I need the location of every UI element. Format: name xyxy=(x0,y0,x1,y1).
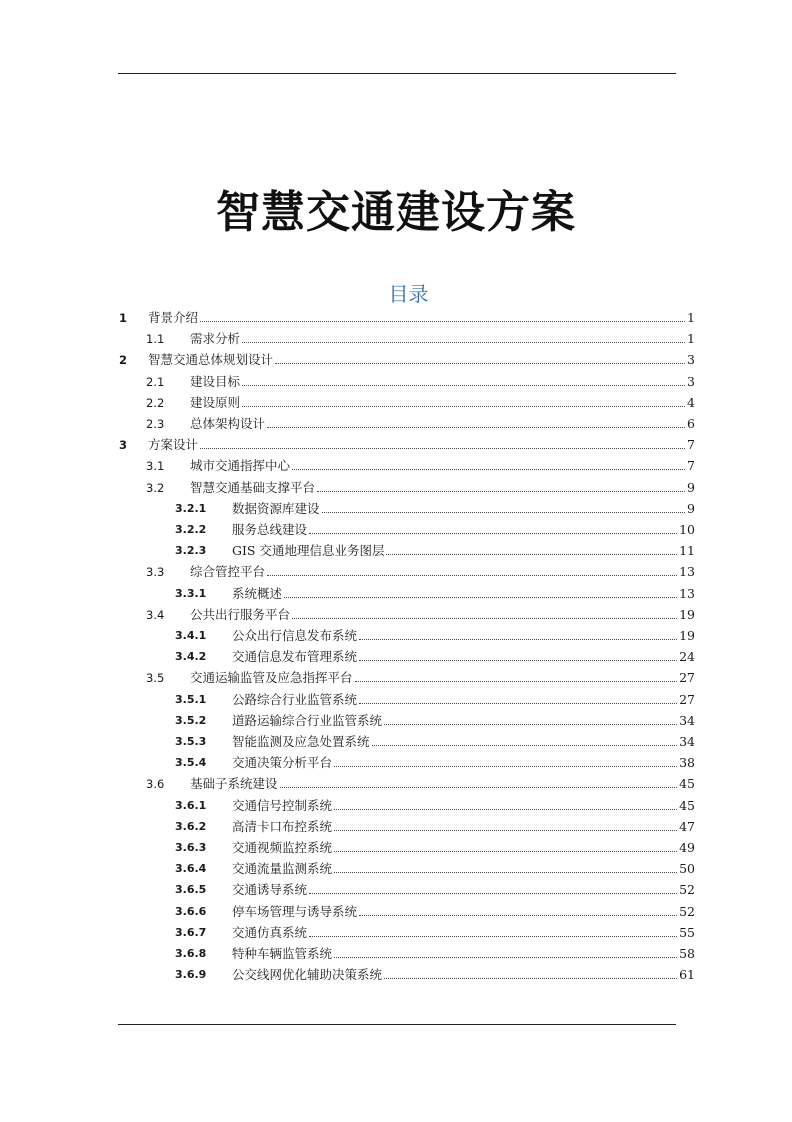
toc-entry-page[interactable]: 61 xyxy=(679,967,695,982)
toc-entry[interactable] xyxy=(0,838,792,858)
toc-entry-page[interactable]: 1 xyxy=(687,310,695,325)
header-rule xyxy=(118,73,676,74)
toc-entry-number: 3.3 xyxy=(146,565,165,579)
dot-leader xyxy=(322,511,686,513)
dot-leader xyxy=(267,426,685,428)
toc-entry-line xyxy=(232,584,695,604)
dot-leader xyxy=(309,935,677,937)
toc-entry-number: 2.2 xyxy=(146,396,165,410)
toc-entry-number: 3.2.1 xyxy=(175,502,207,515)
toc-entry[interactable] xyxy=(0,584,792,604)
toc-entry-line xyxy=(190,774,695,794)
toc-entry-page[interactable]: 34 xyxy=(679,734,695,749)
dot-leader xyxy=(334,871,677,873)
toc-entry-page[interactable]: 3 xyxy=(687,352,695,367)
toc-entry-page[interactable]: 19 xyxy=(679,607,695,622)
toc-entry[interactable] xyxy=(0,562,792,582)
toc-entry-title[interactable]: 特种车辆监管系统 xyxy=(232,946,333,961)
toc-entry-line xyxy=(190,372,695,392)
toc-entry-line xyxy=(190,393,695,413)
toc-entry[interactable] xyxy=(0,711,792,731)
dot-leader xyxy=(384,723,677,725)
toc-entry-page[interactable]: 10 xyxy=(679,522,695,537)
toc-entry-line xyxy=(232,796,695,816)
dot-leader xyxy=(359,659,677,661)
dot-leader xyxy=(242,405,685,407)
dot-leader xyxy=(334,765,677,767)
toc-entry-line xyxy=(232,711,695,731)
toc-entry-number: 3.2.3 xyxy=(175,544,207,557)
toc-entry[interactable] xyxy=(0,965,792,985)
toc-entry-title[interactable]: 交通诱导系统 xyxy=(232,882,308,897)
toc-entry-number: 3 xyxy=(119,438,128,452)
toc-entry-page[interactable]: 50 xyxy=(679,861,695,876)
toc-entry-title[interactable]: 交通决策分析平台 xyxy=(232,755,333,770)
toc-entry-title[interactable]: 城市交通指挥中心 xyxy=(190,458,291,473)
dot-leader xyxy=(242,341,685,343)
dot-leader xyxy=(384,977,677,979)
toc-entry-title[interactable]: 基础子系统建设 xyxy=(190,776,278,791)
toc-entry-number: 3.3.1 xyxy=(175,587,207,600)
toc-entry[interactable] xyxy=(0,393,792,413)
toc-entry-line xyxy=(232,923,695,943)
toc-entry-number: 3.2.2 xyxy=(175,523,207,536)
dot-leader xyxy=(280,786,678,788)
toc-entry[interactable] xyxy=(0,520,792,540)
toc-entry-title[interactable]: 综合管控平台 xyxy=(190,564,266,579)
toc-entry-line xyxy=(148,435,695,455)
toc-entry-title[interactable]: 数据资源库建设 xyxy=(232,501,320,516)
dot-leader xyxy=(334,850,677,852)
toc-entry-title[interactable]: 交通运输监管及应急指挥平台 xyxy=(190,670,353,685)
toc-entry[interactable] xyxy=(0,308,792,328)
toc-entry-number: 3.6 xyxy=(146,777,165,791)
toc-entry[interactable] xyxy=(0,753,792,773)
toc-entry-title[interactable]: 交通信号控制系统 xyxy=(232,798,333,813)
toc-entry-title[interactable]: 公交线网优化辅助决策系统 xyxy=(232,967,383,982)
toc-entry-number: 3.6.7 xyxy=(175,926,207,939)
toc-entry-number: 3.4.2 xyxy=(175,650,207,663)
toc-entry-title[interactable]: 需求分析 xyxy=(190,331,241,346)
toc-entry-line xyxy=(232,753,695,773)
toc-entry-title[interactable]: GIS 交通地理信息业务图层 xyxy=(232,543,385,558)
toc-entry-page[interactable]: 13 xyxy=(679,564,695,579)
toc-entry-page[interactable]: 24 xyxy=(679,649,695,664)
toc-entry[interactable] xyxy=(0,817,792,837)
toc-entry-title[interactable]: 交通流量监测系统 xyxy=(232,861,333,876)
toc-entry-page[interactable]: 6 xyxy=(687,416,695,431)
toc-entry[interactable] xyxy=(0,944,792,964)
toc-entry-number: 3.2 xyxy=(146,481,165,495)
toc-entry[interactable] xyxy=(0,647,792,667)
toc-entry-line xyxy=(190,478,695,498)
toc-entry[interactable] xyxy=(0,880,792,900)
toc-entry-page[interactable]: 13 xyxy=(679,586,695,601)
toc-entry[interactable] xyxy=(0,923,792,943)
dot-leader xyxy=(355,680,678,682)
toc-entry[interactable] xyxy=(0,499,792,519)
toc-entry[interactable] xyxy=(0,859,792,879)
toc-entry-number: 3.5 xyxy=(146,671,165,685)
toc-entry-line xyxy=(190,605,695,625)
dot-leader xyxy=(275,362,685,364)
toc-entry-title[interactable]: 智慧交通总体规划设计 xyxy=(148,352,274,367)
toc-entry-line xyxy=(232,902,695,922)
toc-entry[interactable] xyxy=(0,456,792,476)
toc-entry-title[interactable]: 总体架构设计 xyxy=(190,416,266,431)
toc-entry-title[interactable]: 高清卡口布控系统 xyxy=(232,819,333,834)
dot-leader xyxy=(267,574,677,576)
dot-leader xyxy=(292,617,677,619)
toc-entry-page[interactable]: 9 xyxy=(687,501,695,516)
toc-entry[interactable] xyxy=(0,668,792,688)
toc-entry-line xyxy=(232,817,695,837)
toc-entry-title[interactable]: 系统概述 xyxy=(232,586,283,601)
toc-entry-line xyxy=(232,965,695,985)
toc-entry-number: 2 xyxy=(119,353,128,367)
dot-leader xyxy=(317,490,685,492)
toc-entry-number: 2.1 xyxy=(146,375,165,389)
toc-entry-line xyxy=(232,880,695,900)
toc-entry-page[interactable]: 7 xyxy=(687,437,695,452)
toc-entry-number: 3.6.1 xyxy=(175,799,207,812)
toc-entry-number: 3.6.4 xyxy=(175,862,207,875)
toc-entry-line xyxy=(148,350,695,370)
toc-entry-title[interactable]: 智能监测及应急处置系统 xyxy=(232,734,370,749)
toc-entry-number: 1 xyxy=(119,311,128,325)
toc-entry-title[interactable]: 建设原则 xyxy=(190,395,241,410)
toc-entry-line xyxy=(232,520,695,540)
toc-entry[interactable] xyxy=(0,478,792,498)
toc-entry[interactable] xyxy=(0,796,792,816)
toc-entry-line xyxy=(148,308,695,328)
toc-entry-title[interactable]: 建设目标 xyxy=(190,374,241,389)
toc-entry-line xyxy=(190,414,695,434)
dot-leader xyxy=(309,532,677,534)
toc-entry-page[interactable]: 45 xyxy=(679,798,695,813)
dot-leader xyxy=(359,914,677,916)
toc-entry[interactable] xyxy=(0,902,792,922)
dot-leader xyxy=(334,956,677,958)
toc-entry-page[interactable]: 27 xyxy=(679,692,695,707)
toc-entry[interactable] xyxy=(0,541,792,561)
dot-leader xyxy=(386,553,677,555)
toc-entry-title[interactable]: 公共出行服务平台 xyxy=(190,607,291,622)
toc-entry-number: 3.6.2 xyxy=(175,820,207,833)
toc-entry-line xyxy=(232,944,695,964)
toc-entry-title[interactable]: 交通视频监控系统 xyxy=(232,840,333,855)
toc-entry-line xyxy=(232,838,695,858)
toc-entry-number: 3.6.5 xyxy=(175,883,207,896)
toc-entry-page[interactable]: 52 xyxy=(679,904,695,919)
dot-leader xyxy=(359,638,677,640)
toc-entry-title[interactable]: 服务总线建设 xyxy=(232,522,308,537)
dot-leader xyxy=(359,702,677,704)
toc-entry[interactable] xyxy=(0,732,792,752)
toc-entry-title[interactable]: 交通信息发布管理系统 xyxy=(232,649,358,664)
toc-entry-page[interactable]: 47 xyxy=(679,819,695,834)
dot-leader xyxy=(200,447,685,449)
dot-leader xyxy=(334,829,677,831)
toc-entry-number: 3.5.4 xyxy=(175,756,207,769)
toc-entry[interactable] xyxy=(0,690,792,710)
toc-entry[interactable] xyxy=(0,435,792,455)
toc-entry-number: 3.6.3 xyxy=(175,841,207,854)
toc-entry-line xyxy=(190,456,695,476)
footer-rule xyxy=(118,1024,676,1025)
toc-entry-page[interactable]: 11 xyxy=(679,543,695,558)
toc-entry[interactable] xyxy=(0,329,792,349)
toc-entry-line xyxy=(232,499,695,519)
toc-heading: 目录 xyxy=(388,282,429,306)
toc-entry-line xyxy=(232,626,695,646)
dot-leader xyxy=(284,596,677,598)
dot-leader xyxy=(242,384,685,386)
dot-leader xyxy=(309,892,677,894)
toc-entry-line xyxy=(232,541,695,561)
toc-entry-number: 1.1 xyxy=(146,332,165,346)
toc-entry-number: 3.1 xyxy=(146,459,165,473)
toc-entry-page[interactable]: 49 xyxy=(679,840,695,855)
toc-entry-page[interactable]: 58 xyxy=(679,946,695,961)
toc-entry-line xyxy=(190,668,695,688)
toc-entry-number: 3.5.2 xyxy=(175,714,207,727)
toc-entry-title[interactable]: 交通仿真系统 xyxy=(232,925,308,940)
toc-entry-page[interactable]: 55 xyxy=(679,925,695,940)
toc-entry-number: 3.5.3 xyxy=(175,735,207,748)
toc-entry-page[interactable]: 3 xyxy=(687,374,695,389)
toc-entry-page[interactable]: 52 xyxy=(679,882,695,897)
toc-entry-title[interactable]: 公众出行信息发布系统 xyxy=(232,628,358,643)
toc-entry-line xyxy=(190,562,695,582)
toc-entry-page[interactable]: 7 xyxy=(687,458,695,473)
dot-leader xyxy=(292,468,685,470)
toc-entry-line xyxy=(232,732,695,752)
toc-entry-page[interactable]: 19 xyxy=(679,628,695,643)
toc-entry-page[interactable]: 38 xyxy=(679,755,695,770)
toc-entry-line xyxy=(232,859,695,879)
dot-leader xyxy=(334,808,677,810)
toc-entry-page[interactable]: 45 xyxy=(679,776,695,791)
toc-entry[interactable] xyxy=(0,372,792,392)
dot-leader xyxy=(372,744,678,746)
toc-entry-number: 3.6.9 xyxy=(175,968,207,981)
toc-entry-line xyxy=(232,647,695,667)
toc-entry[interactable] xyxy=(0,774,792,794)
toc-entry-page[interactable]: 4 xyxy=(687,395,695,410)
toc-entry[interactable] xyxy=(0,350,792,370)
dot-leader xyxy=(200,320,685,322)
toc-entry-page[interactable]: 1 xyxy=(687,331,695,346)
toc-entry-title[interactable]: 智慧交通基础支撑平台 xyxy=(190,480,316,495)
toc-entry-title[interactable]: 方案设计 xyxy=(148,437,199,452)
toc-entry-title[interactable]: 公路综合行业监管系统 xyxy=(232,692,358,707)
toc-entry-title[interactable]: 停车场管理与诱导系统 xyxy=(232,904,358,919)
toc-entry[interactable] xyxy=(0,605,792,625)
toc-entry[interactable] xyxy=(0,414,792,434)
toc-entry-number: 3.4.1 xyxy=(175,629,207,642)
toc-entry-title[interactable]: 道路运输综合行业监管系统 xyxy=(232,713,383,728)
toc-entry-number: 2.3 xyxy=(146,417,165,431)
toc-entry-line xyxy=(232,690,695,710)
toc-entry-number: 3.6.6 xyxy=(175,905,207,918)
toc-entry-number: 3.5.1 xyxy=(175,693,207,706)
toc-entry-page[interactable]: 9 xyxy=(687,480,695,495)
toc-entry-title[interactable]: 背景介绍 xyxy=(148,310,199,325)
toc-entry-number: 3.4 xyxy=(146,608,165,622)
toc-entry-line xyxy=(190,329,695,349)
document-title: 智慧交通建设方案 xyxy=(216,187,576,238)
toc-entry-number: 3.6.8 xyxy=(175,947,207,960)
toc-entry-page[interactable]: 27 xyxy=(679,670,695,685)
toc-entry-page[interactable]: 34 xyxy=(679,713,695,728)
toc-entry[interactable] xyxy=(0,626,792,646)
